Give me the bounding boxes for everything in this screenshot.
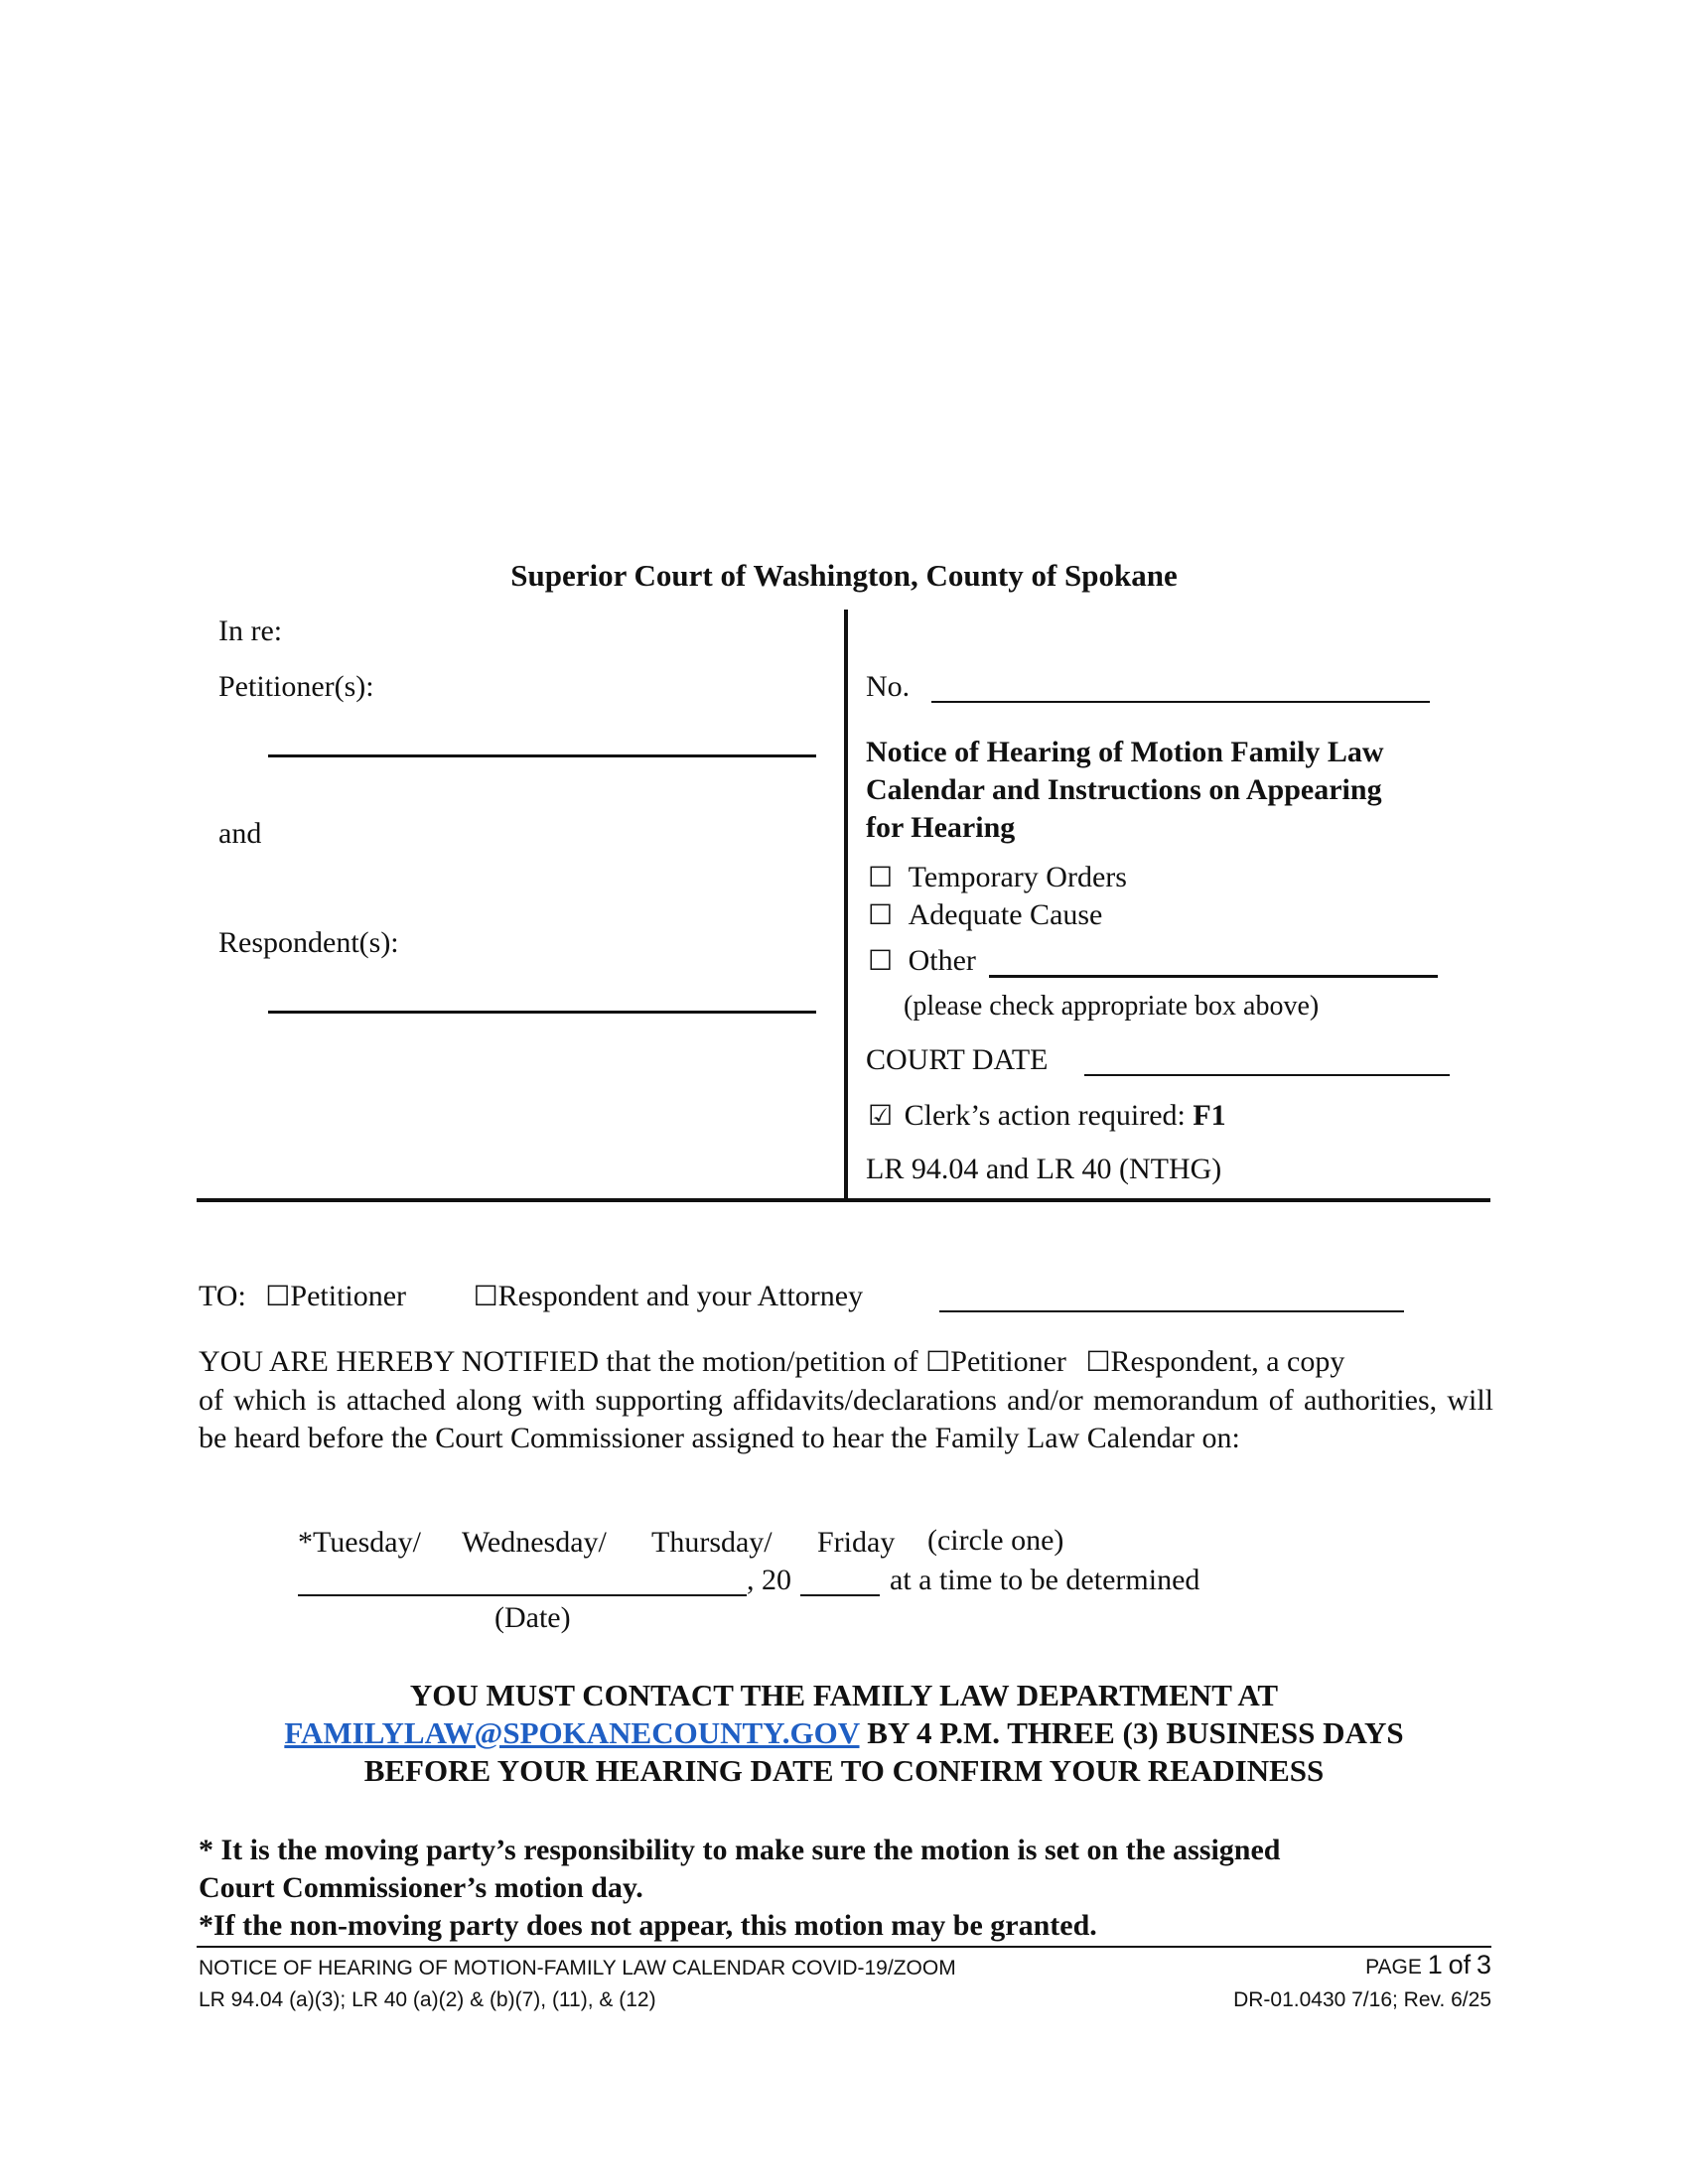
- court-title: Superior Court of Washington, County of Spokane: [510, 558, 1178, 593]
- page-label: PAGE: [1365, 1956, 1422, 1979]
- temporary-orders-checkbox[interactable]: ☐: [868, 863, 894, 893]
- footer-form-id: DR-01.0430 7/16; Rev. 6/25: [1233, 1988, 1491, 2011]
- notice-text-part1: YOU ARE HEREBY NOTIFIED that the motion/petition of: [199, 1345, 918, 1378]
- day-tuesday[interactable]: *Tuesday/: [298, 1526, 421, 1559]
- footer-rule: [197, 1946, 1491, 1948]
- other-specify-line[interactable]: [989, 975, 1438, 978]
- page-of: of: [1448, 1950, 1472, 1979]
- to-label: TO:: [199, 1280, 246, 1312]
- notice-paragraph-rest: of which is attached along with supporting affidavits/declarations and/or memorandum of authorities, will be heard before the Court Commissioner assigned to hear the Family Law Calendar on:: [199, 1384, 1493, 1454]
- notice-petitioner-checkbox[interactable]: ☐: [925, 1347, 951, 1378]
- option-adequate-cause[interactable]: [868, 897, 1102, 934]
- day-thursday[interactable]: Thursday/: [651, 1526, 773, 1559]
- family-law-email-link[interactable]: FAMILYLAW@SPOKANECOUNTY.GOV: [284, 1715, 860, 1750]
- rule-reference: LR 94.04 and LR 40 (NTHG): [866, 1153, 1222, 1185]
- respondents-label: Respondent(s):: [218, 926, 399, 959]
- notice-petitioner-label: Petitioner: [950, 1345, 1066, 1378]
- court-date-line[interactable]: [1084, 1074, 1450, 1076]
- clerk-action-label: Clerk’s action required:: [904, 1099, 1186, 1132]
- adequate-cause-checkbox[interactable]: ☐: [868, 900, 894, 931]
- clerk-action-code: F1: [1193, 1099, 1226, 1132]
- time-note: at a time to be determined: [890, 1564, 1200, 1596]
- notice-line-1: [199, 1344, 1344, 1381]
- caption-bottom-rule: [197, 1198, 1490, 1202]
- notice-respondent-label: Respondent, a copy: [1110, 1345, 1345, 1378]
- day-friday[interactable]: Friday: [817, 1526, 896, 1559]
- other-checkbox[interactable]: ☐: [868, 946, 894, 977]
- notice-respondent-checkbox[interactable]: ☐: [1085, 1347, 1111, 1378]
- contact-line-3: BEFORE YOUR HEARING DATE TO CONFIRM YOUR READINESS: [363, 1753, 1325, 1788]
- hearing-date-line[interactable]: [298, 1594, 747, 1596]
- adequate-cause-label: Adequate Cause: [908, 898, 1103, 931]
- note-line-2: Court Commissioner’s motion day.: [199, 1871, 643, 1904]
- doc-title-line-3: for Hearing: [866, 811, 1016, 844]
- clerk-action-row: [868, 1098, 1226, 1135]
- to-petitioner-label: Petitioner: [290, 1280, 407, 1312]
- respondent-name-line[interactable]: [268, 1011, 816, 1014]
- footer-rules: LR 94.04 (a)(3); LR 40 (a)(2) & (b)(7), (11), & (12): [199, 1988, 656, 2011]
- petitioner-name-line[interactable]: [268, 754, 816, 757]
- day-wednesday[interactable]: Wednesday/: [462, 1526, 607, 1559]
- contact-deadline-text: BY 4 P.M. THREE (3) BUSINESS DAYS: [859, 1715, 1404, 1750]
- case-number-line[interactable]: [931, 701, 1430, 703]
- and-label: and: [218, 817, 262, 850]
- other-label: Other: [908, 944, 976, 977]
- temporary-orders-label: Temporary Orders: [908, 861, 1127, 893]
- doc-title-line-2: Calendar and Instructions on Appearing: [866, 773, 1382, 806]
- contact-line-1: YOU MUST CONTACT THE FAMILY LAW DEPARTMENT AT: [409, 1678, 1279, 1712]
- note-line-1: * It is the moving party’s responsibility to make sure the motion is set on the assigned: [199, 1834, 1281, 1866]
- page-current: 1: [1427, 1950, 1443, 1979]
- in-re-label: In re:: [218, 614, 283, 647]
- option-temporary-orders[interactable]: [868, 860, 1127, 896]
- to-respondent-label: Respondent and your Attorney: [497, 1280, 864, 1312]
- to-petitioner-checkbox[interactable]: ☐: [265, 1282, 291, 1312]
- petitioners-label: Petitioner(s):: [218, 670, 374, 703]
- contact-line-2: [0, 1715, 1688, 1751]
- caption-divider: [844, 610, 848, 1201]
- date-label: (Date): [494, 1601, 571, 1634]
- footer-page-number: [1365, 1950, 1491, 1982]
- check-note: (please check appropriate box above): [904, 991, 1320, 1022]
- court-date-label: COURT DATE: [866, 1043, 1049, 1076]
- note-line-3: *If the non-moving party does not appear, this motion may be granted.: [199, 1909, 1097, 1942]
- doc-title-line-1: Notice of Hearing of Motion Family Law: [866, 736, 1384, 768]
- option-other[interactable]: [868, 943, 976, 980]
- footer-form-title: NOTICE OF HEARING OF MOTION-FAMILY LAW CALENDAR COVID-19/ZOOM: [199, 1957, 956, 1979]
- page-total: 3: [1476, 1950, 1491, 1979]
- case-number-row: [866, 669, 910, 705]
- clerk-action-checkbox[interactable]: ☑: [868, 1101, 894, 1132]
- attorney-name-line[interactable]: [939, 1310, 1404, 1312]
- year-prefix: , 20: [747, 1564, 791, 1596]
- to-line: [199, 1279, 863, 1315]
- to-respondent-checkbox[interactable]: ☐: [473, 1282, 498, 1312]
- case-number-label: No.: [866, 670, 911, 703]
- hearing-year-line[interactable]: [800, 1594, 880, 1596]
- circle-one-note: (circle one): [927, 1524, 1064, 1557]
